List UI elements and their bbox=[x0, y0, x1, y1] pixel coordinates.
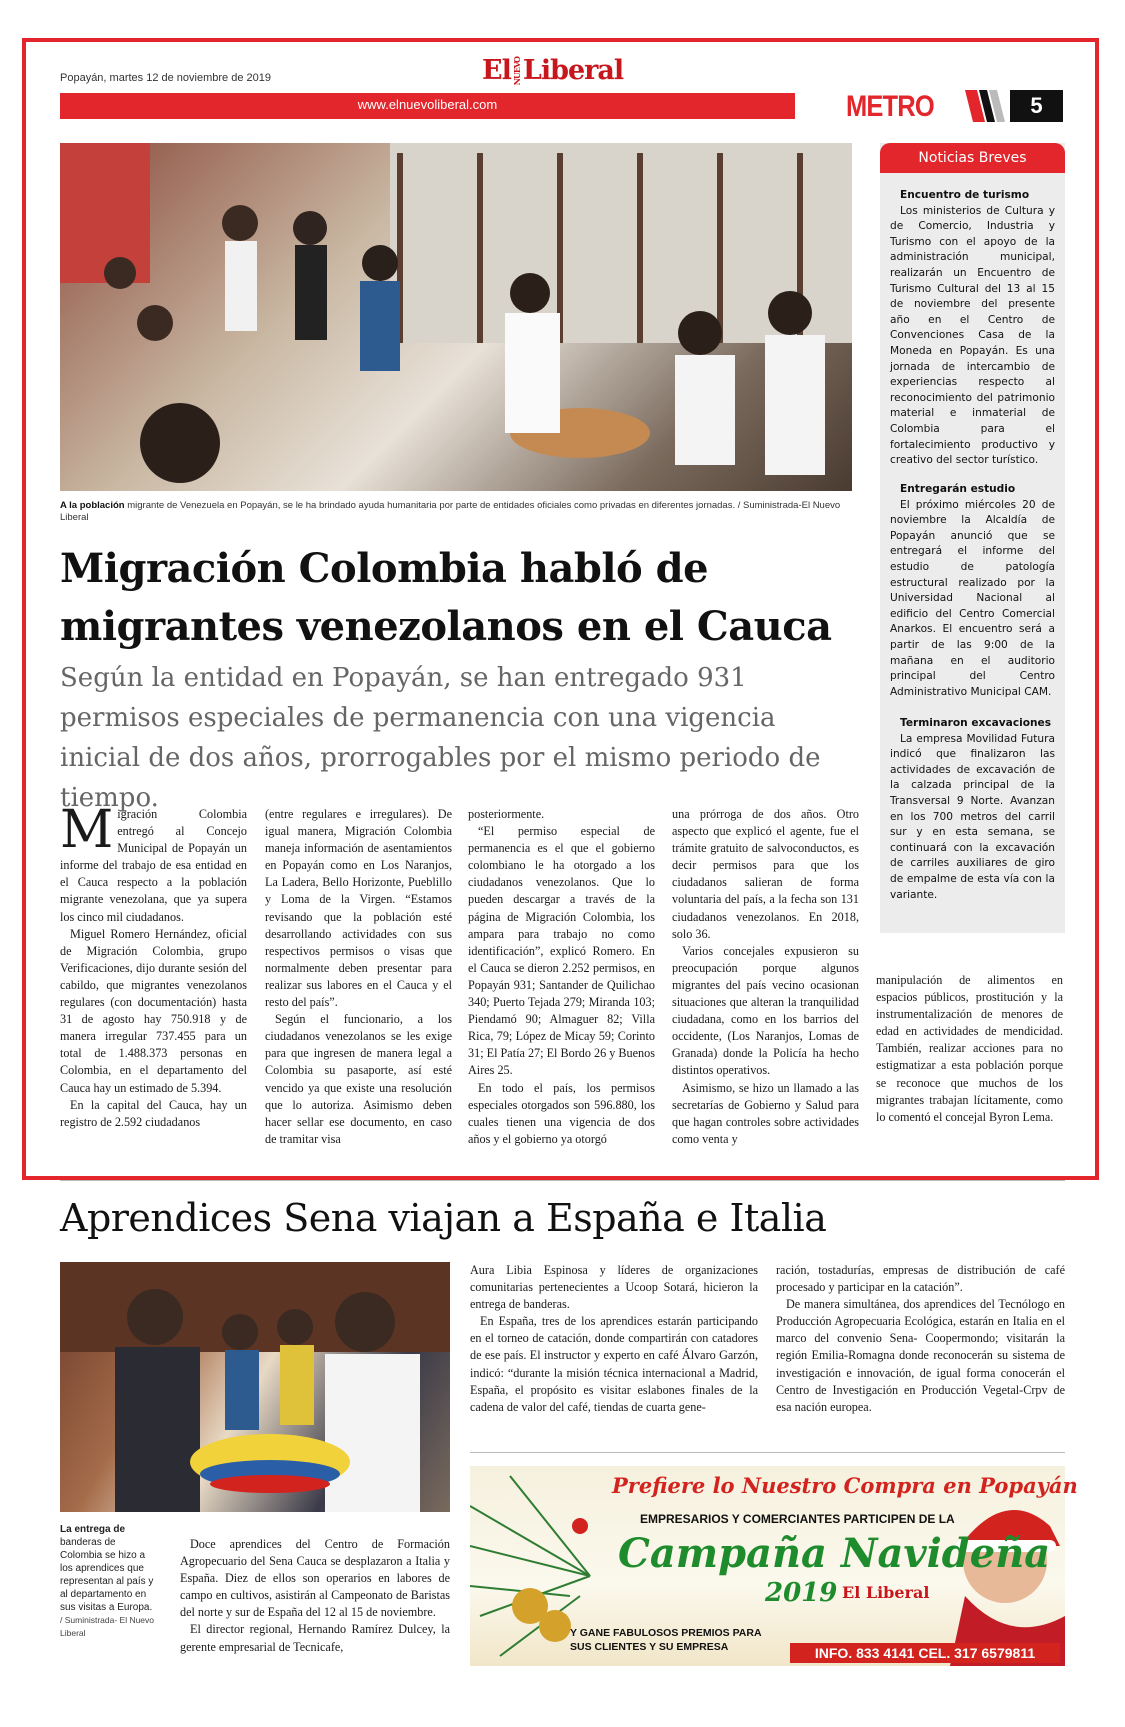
lead-body-col-4: una prórroga de dos años. Otro aspecto que explicó el agente, fue el trámite gratuito de salvoconductos, es decir permisos para que los ciudadanos salieran de forma voluntaria del país, a la fecha son 131 ciudadanos venezolanos. En 2018, solo 36. Varios concejales expusieron su preocupación porque algunos migrantes del país vecino ocasionan situaciones que alteran la tranquilidad ciudadana, como en los barrios del occidente, (Los Naranjos, Lomas de Granada) donde la Policía ha hecho distintos operativos. Asimismo, se hizo un llamado a las secretarías de Gobierno y Salud para que hagan controles sobre actividades como venta y bbox=[672, 807, 859, 1146]
brief-text: La empresa Movilidad Futura indicó que finalizaron las actividades de excavación de la calzada principal de la Transversal 9 Norte. Avanzan en los 700 metros del carril sur y en esta semana, se continuará con la excavación de carriles auxiliares de giro de empalme de esta vía con la variante. bbox=[890, 732, 1055, 901]
lead-body-col-5: manipulación de alimentos en espacios públicos, prostitución y la instrumentalización de menores de edad en actividades de mendicidad. También, realizar acciones para no estigmatizar a esta población porque se reconoce que muchos de los migrantes trabajan lícitamente, como lo comentó el concejal Byron Lema. bbox=[876, 973, 1063, 1124]
brief-item bbox=[890, 188, 1055, 469]
brief-item bbox=[890, 716, 1055, 903]
second-photo-illustration bbox=[60, 1262, 450, 1512]
section-stripes-icon bbox=[965, 90, 1005, 122]
ad-contact: INFO. 833 4141 CEL. 317 6579811 bbox=[790, 1643, 1060, 1663]
logo-nuevo: NUEVO bbox=[511, 57, 522, 86]
ad-prizes: Y GANE FABULOSOS PREMIOS PARA SUS CLIENTES Y SU EMPRESA bbox=[570, 1627, 762, 1653]
brief-title: Terminaron excavaciones bbox=[900, 717, 1052, 729]
lead-body-col-2: (entre regulares e irregulares). De igual manera, Migración Colombia maneja información de asentamientos en Popayán como en Los Naranjos, La Ladera, Bello Horizonte, Pueblillo y Loma de la Virgen. “Estamos revisando que la población esté desarrollando actividades con sus respectivos permisos o visas que normalmente deben presentar para realizar sus labores en el Cauca y el resto del país”. Según el funcionario, a los ciudadanos venezolanos se les exige para que ingresen de manera legal a Colombia su pasaporte, así esté vencido ya que existe una resolución que lo autoriza. Asimismo deben hacer sellar ese documento, en caso de tramitar visa bbox=[265, 807, 452, 1146]
logo-el: El bbox=[482, 55, 511, 86]
second-body-col-1: Doce aprendices del Centro de Formación Agropecuario del Sena Cauca se desplazaron a Italia y España. Diez de ellos son operarios en labores de campo en cultivos, asistirán al Campeonato de Baristas del norte y sur de España del 12 al 15 de noviembre. El director regional, Hernando Ramírez Dulcey, la gerente empresarial de Tecnicafe, bbox=[180, 1537, 450, 1654]
second-headline: Aprendices Sena viajan a España e Italia bbox=[60, 1196, 827, 1240]
briefs-title: Noticias Breves bbox=[880, 143, 1065, 173]
dateline: Popayán, martes 12 de noviembre de 2019 bbox=[60, 72, 271, 84]
second-photo bbox=[60, 1262, 450, 1512]
section-divider bbox=[60, 1180, 1065, 1181]
site-url-link[interactable]: www.elnuevoliberal.com bbox=[357, 97, 498, 112]
brief-text: Los ministerios de Cultura y de Comercio, Industria y Turismo con el apoyo de la administración municipal, realizarán un Encuentro de Turismo Cultural del 13 al 15 de noviembre del presente año en el Centro de Convenciones Casa de la Moneda en Popayán. Es una jornada de intercambio de experiencias respecto al reconocimiento del patrimonio material e inmaterial de Colombia para el fortalecimiento productivo y creativo del sector turístico. bbox=[890, 204, 1055, 467]
lead-photo-illustration bbox=[60, 143, 852, 491]
second-body-col-3: ración, tostadurías, empresas de distribución de café procesado y participar en la catación”. De manera simultánea, dos aprendices del Tecnólogo en Producción Agropecuaria Ecológica, estarán en Italia en el marco del convenio Sena- Coopermondo; visitarán la región Emilia-Romagna donde reconocerán su sistema de investigación e innovación, de igual forma conocerán el Centro de Investigación en Producción Vegetal-Crpv de esa nación europea. bbox=[776, 1263, 1065, 1414]
section-title: METRO bbox=[846, 90, 934, 123]
brief-title: Entregarán estudio bbox=[900, 483, 1016, 495]
brief-title: Encuentro de turismo bbox=[900, 189, 1030, 201]
ad-divider bbox=[470, 1452, 1065, 1453]
lead-headline: Migración Colombia habló de migrantes venezolanos en el Cauca bbox=[60, 545, 832, 650]
lead-body-col-3: posteriormente. “El permiso especial de permanencia es el que el gobierno colombiano le ha otorgado a los ciudadanos venezolanos. Que lo pueden descargar a través de la página de Migración Colombia, los ampara para trabajo no como identificación”, explicó Romero. En el Cauca se dieron 2.252 permisos, en Popayán 931; Santander de Quilichao 340; Puerto Tejada 279; Miranda 103; Piendamó 90; Almaguer 82; Villa Rica, 79; López de Micay 59; Corinto 31; El Patía 27; El Bordo 26 y Buenos Aires 25. En todo el país, los permisos especiales otorgados son 596.880, los cuales tienen una vigencia de dos años y el gobierno ya otorgó bbox=[468, 807, 655, 1146]
brief-item bbox=[890, 482, 1055, 700]
lead-subhead: Según la entidad en Popayán, se han entregado 931 permisos especiales de permanencia con una vigencia inicial de dos años, prorrogables por el mismo periodo de tiempo. bbox=[60, 663, 821, 813]
newspaper-logo bbox=[482, 55, 623, 86]
ad-invitation: EMPRESARIOS Y COMERCIANTES PARTICIPEN DE LA bbox=[640, 1512, 955, 1526]
second-body-col-2: Aura Libia Espinosa y líderes de organizaciones comunitarias pertenecientes a Ucoop Sotará, hicieron la entrega de banderas. En España, tres de los aprendices estarán participando en el torneo de catación, donde compartirán con catadores de ese país. El instructor y experto en café Álvaro Garzón, indicó: “durante la misión técnica internacional a Madrid, España, el propósito es visitar eslabones finales de la cadena de valor del café, tiendas de cuarta gene- bbox=[470, 1263, 758, 1414]
ad-brand: El Liberal bbox=[842, 1583, 930, 1602]
page-number: 5 bbox=[1010, 90, 1063, 122]
lead-photo bbox=[60, 143, 852, 491]
brief-text: El próximo miércoles 20 de noviembre la Alcaldía de Popayán anunció que se entregará el informe del estudio de patología estructural realizado por la Universidad Nacional al edificio del Centro Comercial Anarkos. El encuentro será a partir de las 9:00 de la mañana en el auditorio principal del Centro Administrativo Municipal CAM. bbox=[890, 498, 1055, 698]
logo-liberal: Liberal bbox=[522, 55, 624, 86]
lead-body-col-1: Migración Colombia entregó al Concejo Municipal de Popayán un informe del trabajo de esa entidad en el Cauca respecto a la población migrante venezolana, que ya supera los cinco mil ciudadanos. Miguel Romero Hernández, oficial de Migración Colombia, grupo Verificaciones, dijo durante sesión del cabildo, que migrantes venezolanos regulares (con documentación) hasta 31 de agosto hay 750.918 y de manera irregular 737.455 para un total de 1.488.373 personas en Colombia, en el departamento del Cauca hay un estimado de 5.394. En la capital del Cauca, hay un registro de 2.592 ciudadanos bbox=[60, 800, 247, 1129]
ad-year: 2019 bbox=[765, 1578, 838, 1608]
second-photo-caption: La entrega de banderas de Colombia se hizo a los aprendices que representan al país y al departamento en sus visitas a Europa. / Suministrada- El Nuevo Liberal bbox=[60, 1524, 155, 1638]
lead-photo-caption: A la población migrante de Venezuela en Popayán, se le ha brindado ayuda humanitaria por parte de entidades oficiales como privadas en diferentes jornadas. / Suministrada-El Nuevo Liberal bbox=[60, 500, 841, 523]
ad-slogan: Prefiere lo Nuestro Compra en Popayán bbox=[612, 1473, 1078, 1498]
drop-cap: M bbox=[60, 800, 114, 860]
ad-campaign-title: Campaña Navideña bbox=[618, 1530, 1051, 1577]
